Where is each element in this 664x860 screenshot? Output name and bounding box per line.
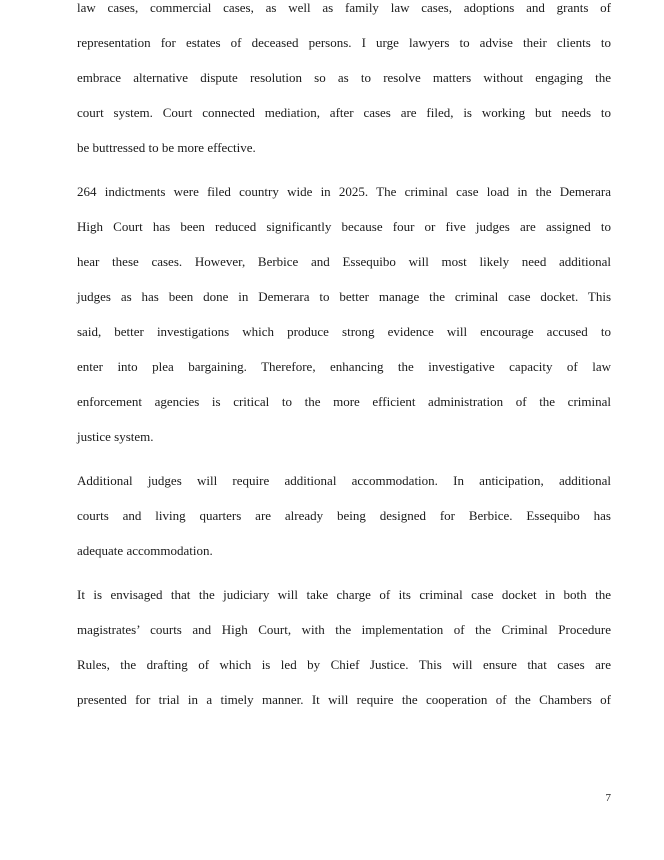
- text-line: courts and living quarters are already being designed for Berbice. Essequibo has: [77, 508, 611, 523]
- text-line: magistrates’ courts and High Court, with the implementation of the Criminal Procedure: [77, 622, 611, 637]
- text-line: adequate accommodation.: [77, 543, 213, 558]
- text-line: presented for trial in a timely manner. It will require the cooperation of the Chambers of: [77, 692, 611, 707]
- text-line: enter into plea bargaining. Therefore, enhancing the investigative capacity of law: [77, 359, 611, 374]
- paragraph: [77, 463, 611, 568]
- text-line: embrace alternative dispute resolution so as to resolve matters without engaging the: [77, 70, 611, 85]
- text-line: hear these cases. However, Berbice and Essequibo will most likely need additional: [77, 254, 611, 269]
- paragraph: [77, 174, 611, 454]
- text-line: Additional judges will require additional accommodation. In anticipation, additional: [77, 473, 611, 488]
- text-line: judges as has been done in Demerara to better manage the criminal case docket. This: [77, 289, 611, 304]
- text-line: law cases, commercial cases, as well as family law cases, adoptions and grants of: [77, 0, 611, 15]
- text-line: said, better investigations which produce strong evidence will encourage accused to: [77, 324, 611, 339]
- text-line: enforcement agencies is critical to the more efficient administration of the criminal: [77, 394, 611, 409]
- text-line: It is envisaged that the judiciary will take charge of its criminal case docket in both the: [77, 587, 611, 602]
- paragraph: [77, 0, 611, 165]
- text-line: Rules, the drafting of which is led by Chief Justice. This will ensure that cases are: [77, 657, 611, 672]
- text-line: court system. Court connected mediation, after cases are filed, is working but needs to: [77, 105, 611, 120]
- text-line: 264 indictments were filed country wide in 2025. The criminal case load in the Demerara: [77, 184, 611, 199]
- text-line: High Court has been reduced significantly because four or five judges are assigned to: [77, 219, 611, 234]
- paragraph: [77, 577, 611, 717]
- text-line: justice system.: [77, 429, 154, 444]
- text-line: representation for estates of deceased persons. I urge lawyers to advise their clients to: [77, 35, 611, 50]
- text-line: be buttressed to be more effective.: [77, 140, 256, 155]
- document-text-block: [77, 0, 611, 726]
- page-number: 7: [605, 792, 611, 804]
